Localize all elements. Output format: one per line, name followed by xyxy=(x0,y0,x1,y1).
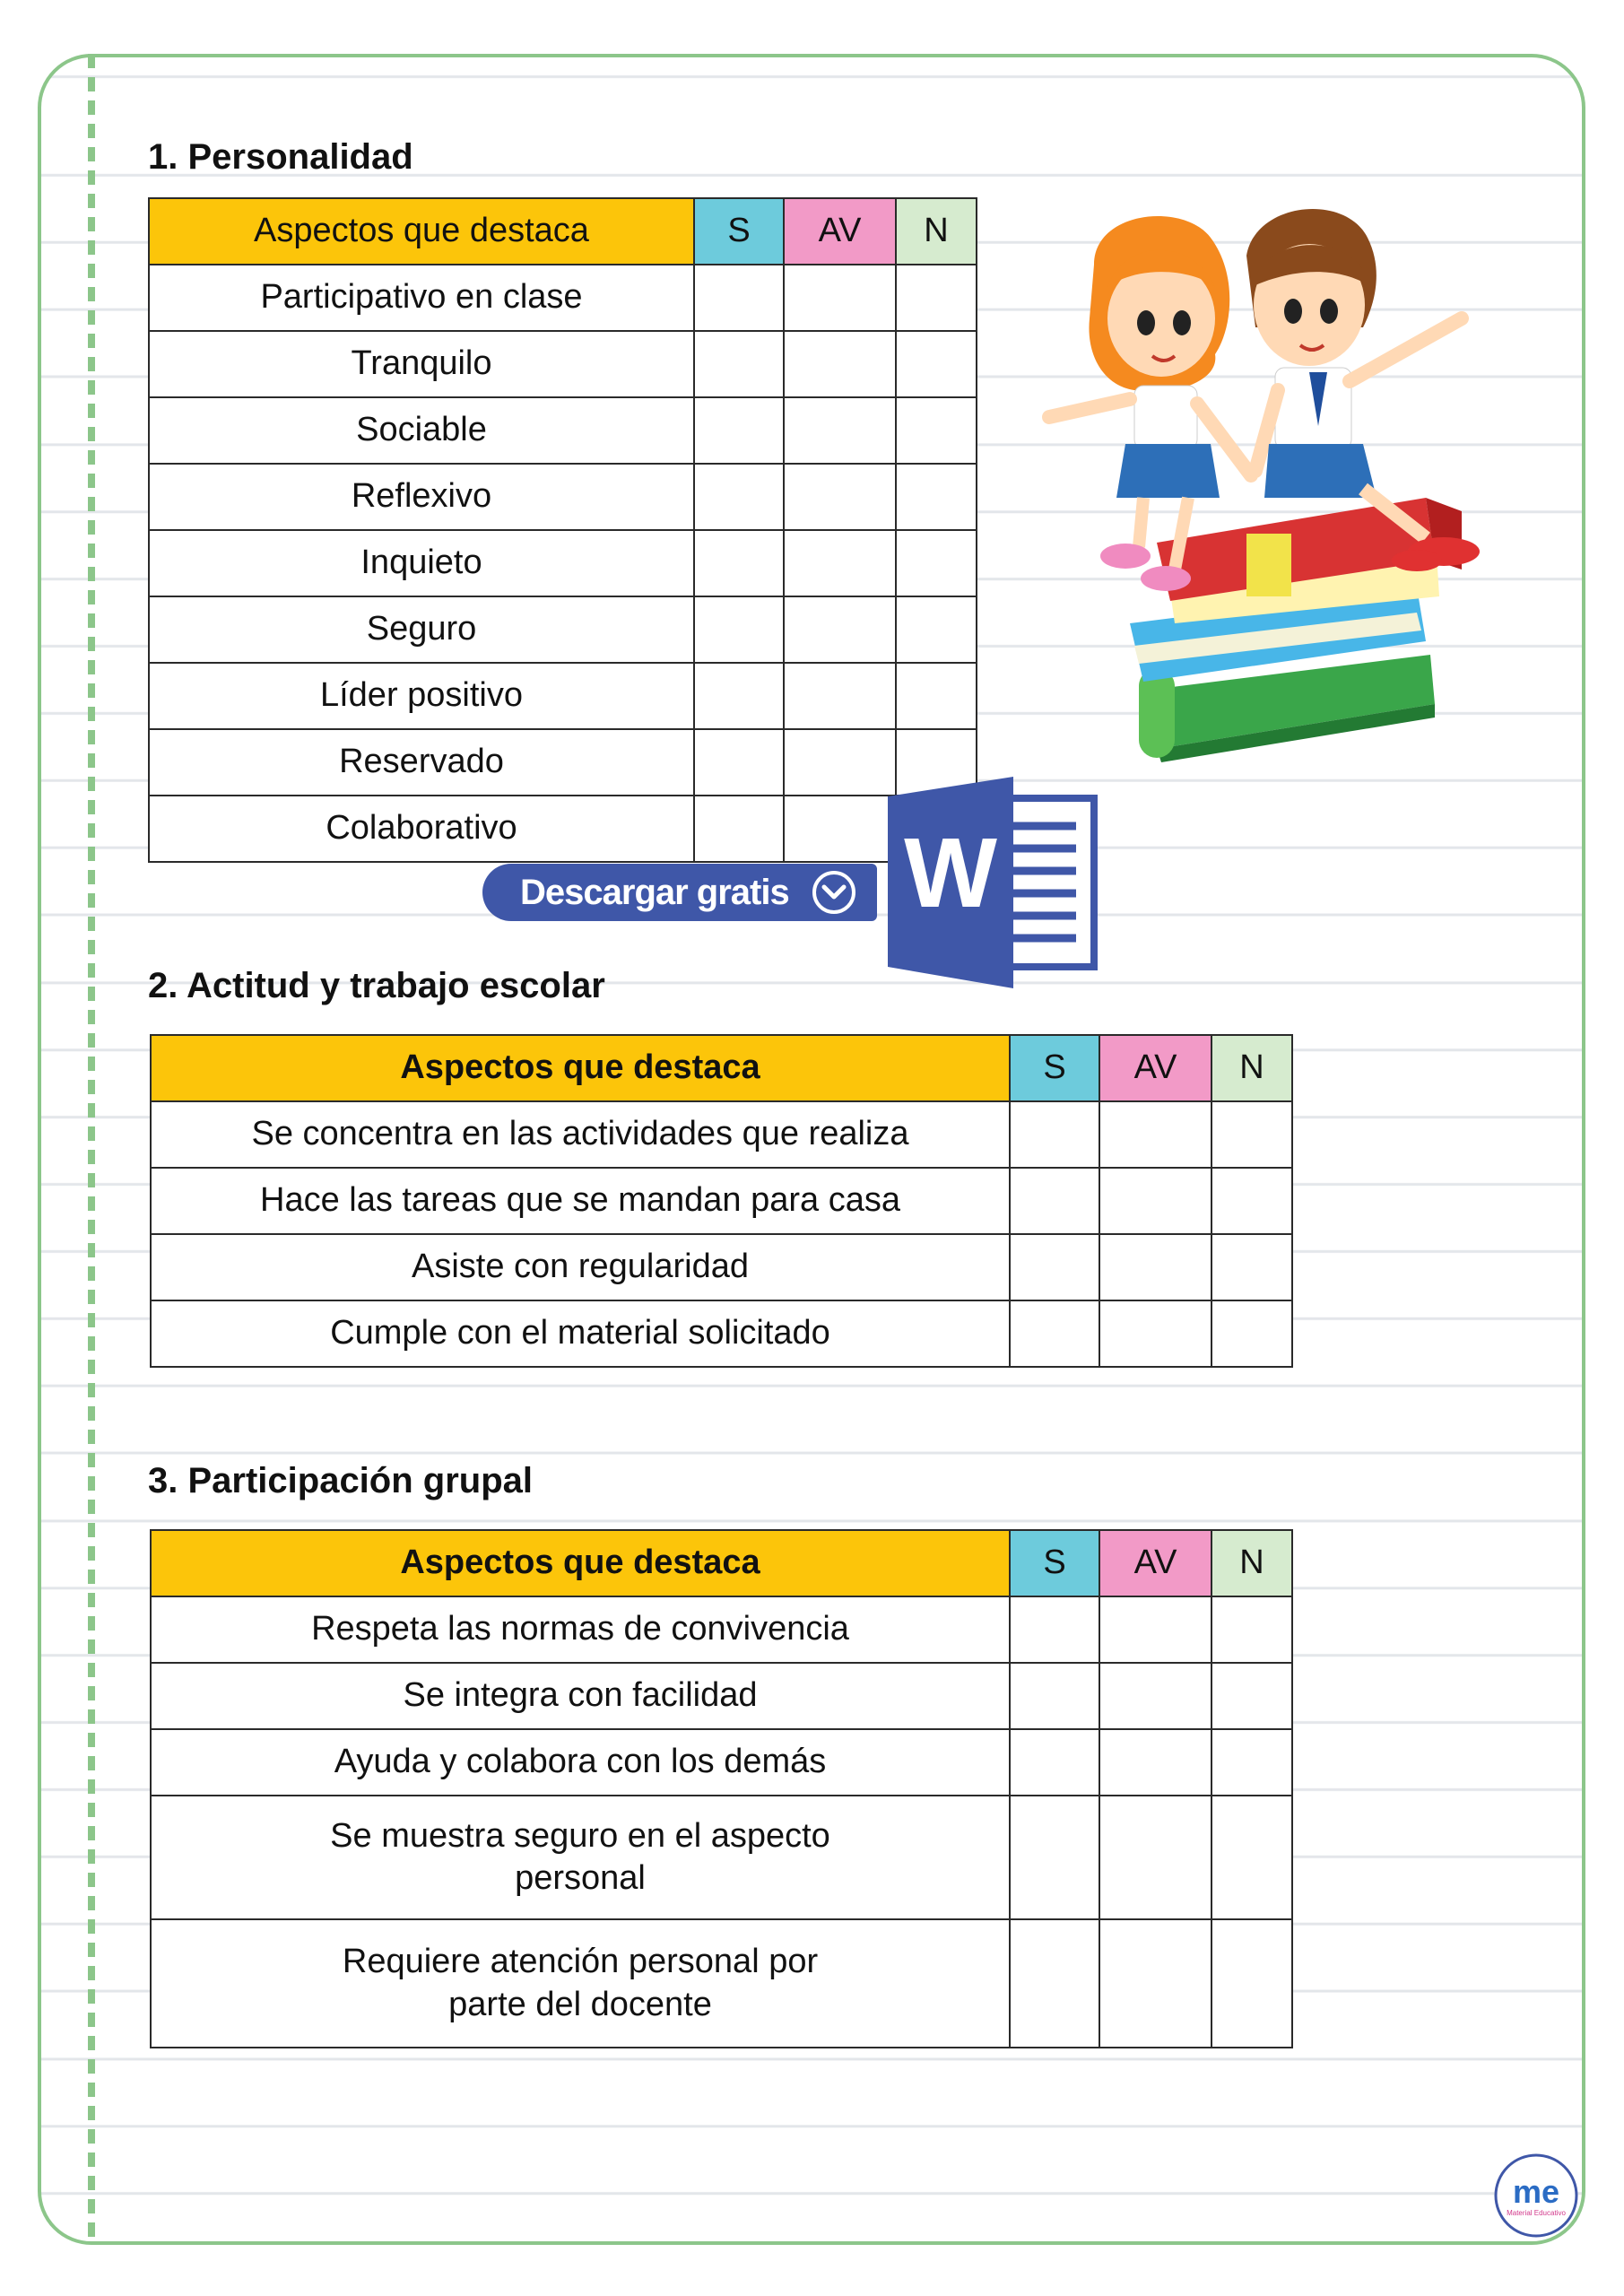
aspect-cell: Reservado xyxy=(149,729,694,796)
n-check-cell[interactable] xyxy=(896,331,977,397)
aspect-cell: Colaborativo xyxy=(149,796,694,862)
table-row xyxy=(151,1919,1292,2048)
s-check-cell[interactable] xyxy=(1010,1234,1099,1300)
s-check-cell[interactable] xyxy=(1010,1729,1099,1796)
aspect-cell: Líder positivo xyxy=(149,663,694,729)
brand-logo xyxy=(1493,2152,1579,2239)
table-row xyxy=(149,397,977,464)
s-check-cell[interactable] xyxy=(694,265,784,331)
s-check-cell[interactable] xyxy=(694,464,784,530)
aspect-cell: Respeta las normas de convivencia xyxy=(151,1596,1010,1663)
table-header-row xyxy=(151,1530,1292,1596)
table-row xyxy=(151,1796,1292,1919)
av-check-cell[interactable] xyxy=(1099,1919,1211,2048)
s-check-cell[interactable] xyxy=(694,397,784,464)
aspect-cell: Hace las tareas que se mandan para casa xyxy=(151,1168,1010,1234)
av-check-cell[interactable] xyxy=(784,729,896,796)
section-title-personalidad: 1. Personalidad xyxy=(148,137,413,177)
av-check-cell[interactable] xyxy=(784,331,896,397)
aspect-cell: Asiste con regularidad xyxy=(151,1234,1010,1300)
n-check-cell[interactable] xyxy=(896,530,977,596)
n-header: N xyxy=(1211,1530,1292,1596)
logo-subtext: Material Educativo xyxy=(1507,2209,1566,2217)
aspect-cell: Ayuda y colabora con los demás xyxy=(151,1729,1010,1796)
av-header: AV xyxy=(784,198,896,265)
s-check-cell[interactable] xyxy=(694,596,784,663)
aspect-cell: Reflexivo xyxy=(149,464,694,530)
table-row xyxy=(149,331,977,397)
aspect-cell: Sociable xyxy=(149,397,694,464)
table-row xyxy=(149,729,977,796)
table-row xyxy=(151,1101,1292,1168)
av-check-cell[interactable] xyxy=(1099,1596,1211,1663)
table-row xyxy=(149,796,977,862)
s-check-cell[interactable] xyxy=(694,796,784,862)
n-check-cell[interactable] xyxy=(896,596,977,663)
s-check-cell[interactable] xyxy=(1010,1300,1099,1367)
children-on-books-illustration xyxy=(1040,202,1524,776)
aspect-header: Aspectos que destaca xyxy=(151,1530,1010,1596)
s-check-cell[interactable] xyxy=(694,530,784,596)
s-check-cell[interactable] xyxy=(694,331,784,397)
n-check-cell[interactable] xyxy=(896,464,977,530)
aspect-cell: Seguro xyxy=(149,596,694,663)
aspect-cell: Se muestra seguro en el aspecto personal xyxy=(151,1796,1010,1919)
aspect-cell: Cumple con el material solicitado xyxy=(151,1300,1010,1367)
av-check-cell[interactable] xyxy=(784,464,896,530)
s-check-cell[interactable] xyxy=(694,663,784,729)
s-check-cell[interactable] xyxy=(1010,1663,1099,1729)
n-check-cell[interactable] xyxy=(1211,1168,1292,1234)
aspect-cell: Inquieto xyxy=(149,530,694,596)
n-check-cell[interactable] xyxy=(1211,1919,1292,2048)
table-row xyxy=(151,1663,1292,1729)
logo-text: me xyxy=(1512,2173,1560,2210)
aspect-cell: Se integra con facilidad xyxy=(151,1663,1010,1729)
table-row xyxy=(149,530,977,596)
av-check-cell[interactable] xyxy=(784,596,896,663)
group-participation-table xyxy=(150,1529,1293,2048)
n-check-cell[interactable] xyxy=(896,397,977,464)
av-check-cell[interactable] xyxy=(1099,1168,1211,1234)
n-check-cell[interactable] xyxy=(1211,1796,1292,1919)
aspect-cell: Tranquilo xyxy=(149,331,694,397)
av-check-cell[interactable] xyxy=(1099,1796,1211,1919)
table-row xyxy=(151,1729,1292,1796)
av-check-cell[interactable] xyxy=(784,663,896,729)
section-title-participacion: 3. Participación grupal xyxy=(148,1461,534,1500)
download-label: Descargar gratis xyxy=(520,872,789,912)
aspect-cell: Requiere atención personal por parte del docente xyxy=(151,1919,1010,2048)
n-check-cell[interactable] xyxy=(896,663,977,729)
table-header-row xyxy=(151,1035,1292,1101)
s-header: S xyxy=(1010,1530,1099,1596)
av-check-cell[interactable] xyxy=(1099,1234,1211,1300)
aspect-header: Aspectos que destaca xyxy=(149,198,694,265)
n-check-cell[interactable] xyxy=(1211,1300,1292,1367)
av-check-cell[interactable] xyxy=(1099,1663,1211,1729)
aspect-header: Aspectos que destaca xyxy=(151,1035,1010,1101)
aspect-cell: Se concentra en las actividades que realiza xyxy=(151,1101,1010,1168)
table-row xyxy=(151,1596,1292,1663)
table-row xyxy=(149,464,977,530)
word-letter: W xyxy=(904,818,997,928)
n-check-cell[interactable] xyxy=(896,265,977,331)
s-check-cell[interactable] xyxy=(694,729,784,796)
s-header: S xyxy=(694,198,784,265)
av-check-cell[interactable] xyxy=(784,530,896,596)
av-check-cell[interactable] xyxy=(784,796,896,862)
table-row xyxy=(151,1300,1292,1367)
s-check-cell[interactable] xyxy=(1010,1168,1099,1234)
table-row xyxy=(149,265,977,331)
n-check-cell[interactable] xyxy=(1211,1729,1292,1796)
download-button[interactable] xyxy=(482,864,877,921)
s-header: S xyxy=(1010,1035,1099,1101)
n-check-cell[interactable] xyxy=(1211,1234,1292,1300)
s-check-cell[interactable] xyxy=(1010,1919,1099,2048)
attitude-table xyxy=(150,1034,1293,1368)
n-check-cell[interactable] xyxy=(1211,1101,1292,1168)
s-check-cell[interactable] xyxy=(1010,1101,1099,1168)
table-row xyxy=(149,596,977,663)
av-check-cell[interactable] xyxy=(1099,1101,1211,1168)
av-check-cell[interactable] xyxy=(1099,1729,1211,1796)
av-header: AV xyxy=(1099,1530,1211,1596)
av-check-cell[interactable] xyxy=(1099,1300,1211,1367)
n-check-cell[interactable] xyxy=(1211,1596,1292,1663)
av-check-cell[interactable] xyxy=(784,397,896,464)
av-header: AV xyxy=(1099,1035,1211,1101)
n-header: N xyxy=(896,198,977,265)
section-title-actitud: 2. Actitud y trabajo escolar xyxy=(148,966,605,1005)
margin-line xyxy=(88,54,95,2245)
table-row xyxy=(151,1234,1292,1300)
table-row xyxy=(149,663,977,729)
av-check-cell[interactable] xyxy=(784,265,896,331)
n-check-cell[interactable] xyxy=(1211,1663,1292,1729)
chevron-down-icon xyxy=(812,871,855,914)
aspect-cell: Participativo en clase xyxy=(149,265,694,331)
s-check-cell[interactable] xyxy=(1010,1596,1099,1663)
word-document-icon[interactable] xyxy=(888,777,1099,988)
table-row xyxy=(151,1168,1292,1234)
personality-table xyxy=(148,197,977,863)
table-header-row xyxy=(149,198,977,265)
n-header: N xyxy=(1211,1035,1292,1101)
s-check-cell[interactable] xyxy=(1010,1796,1099,1919)
